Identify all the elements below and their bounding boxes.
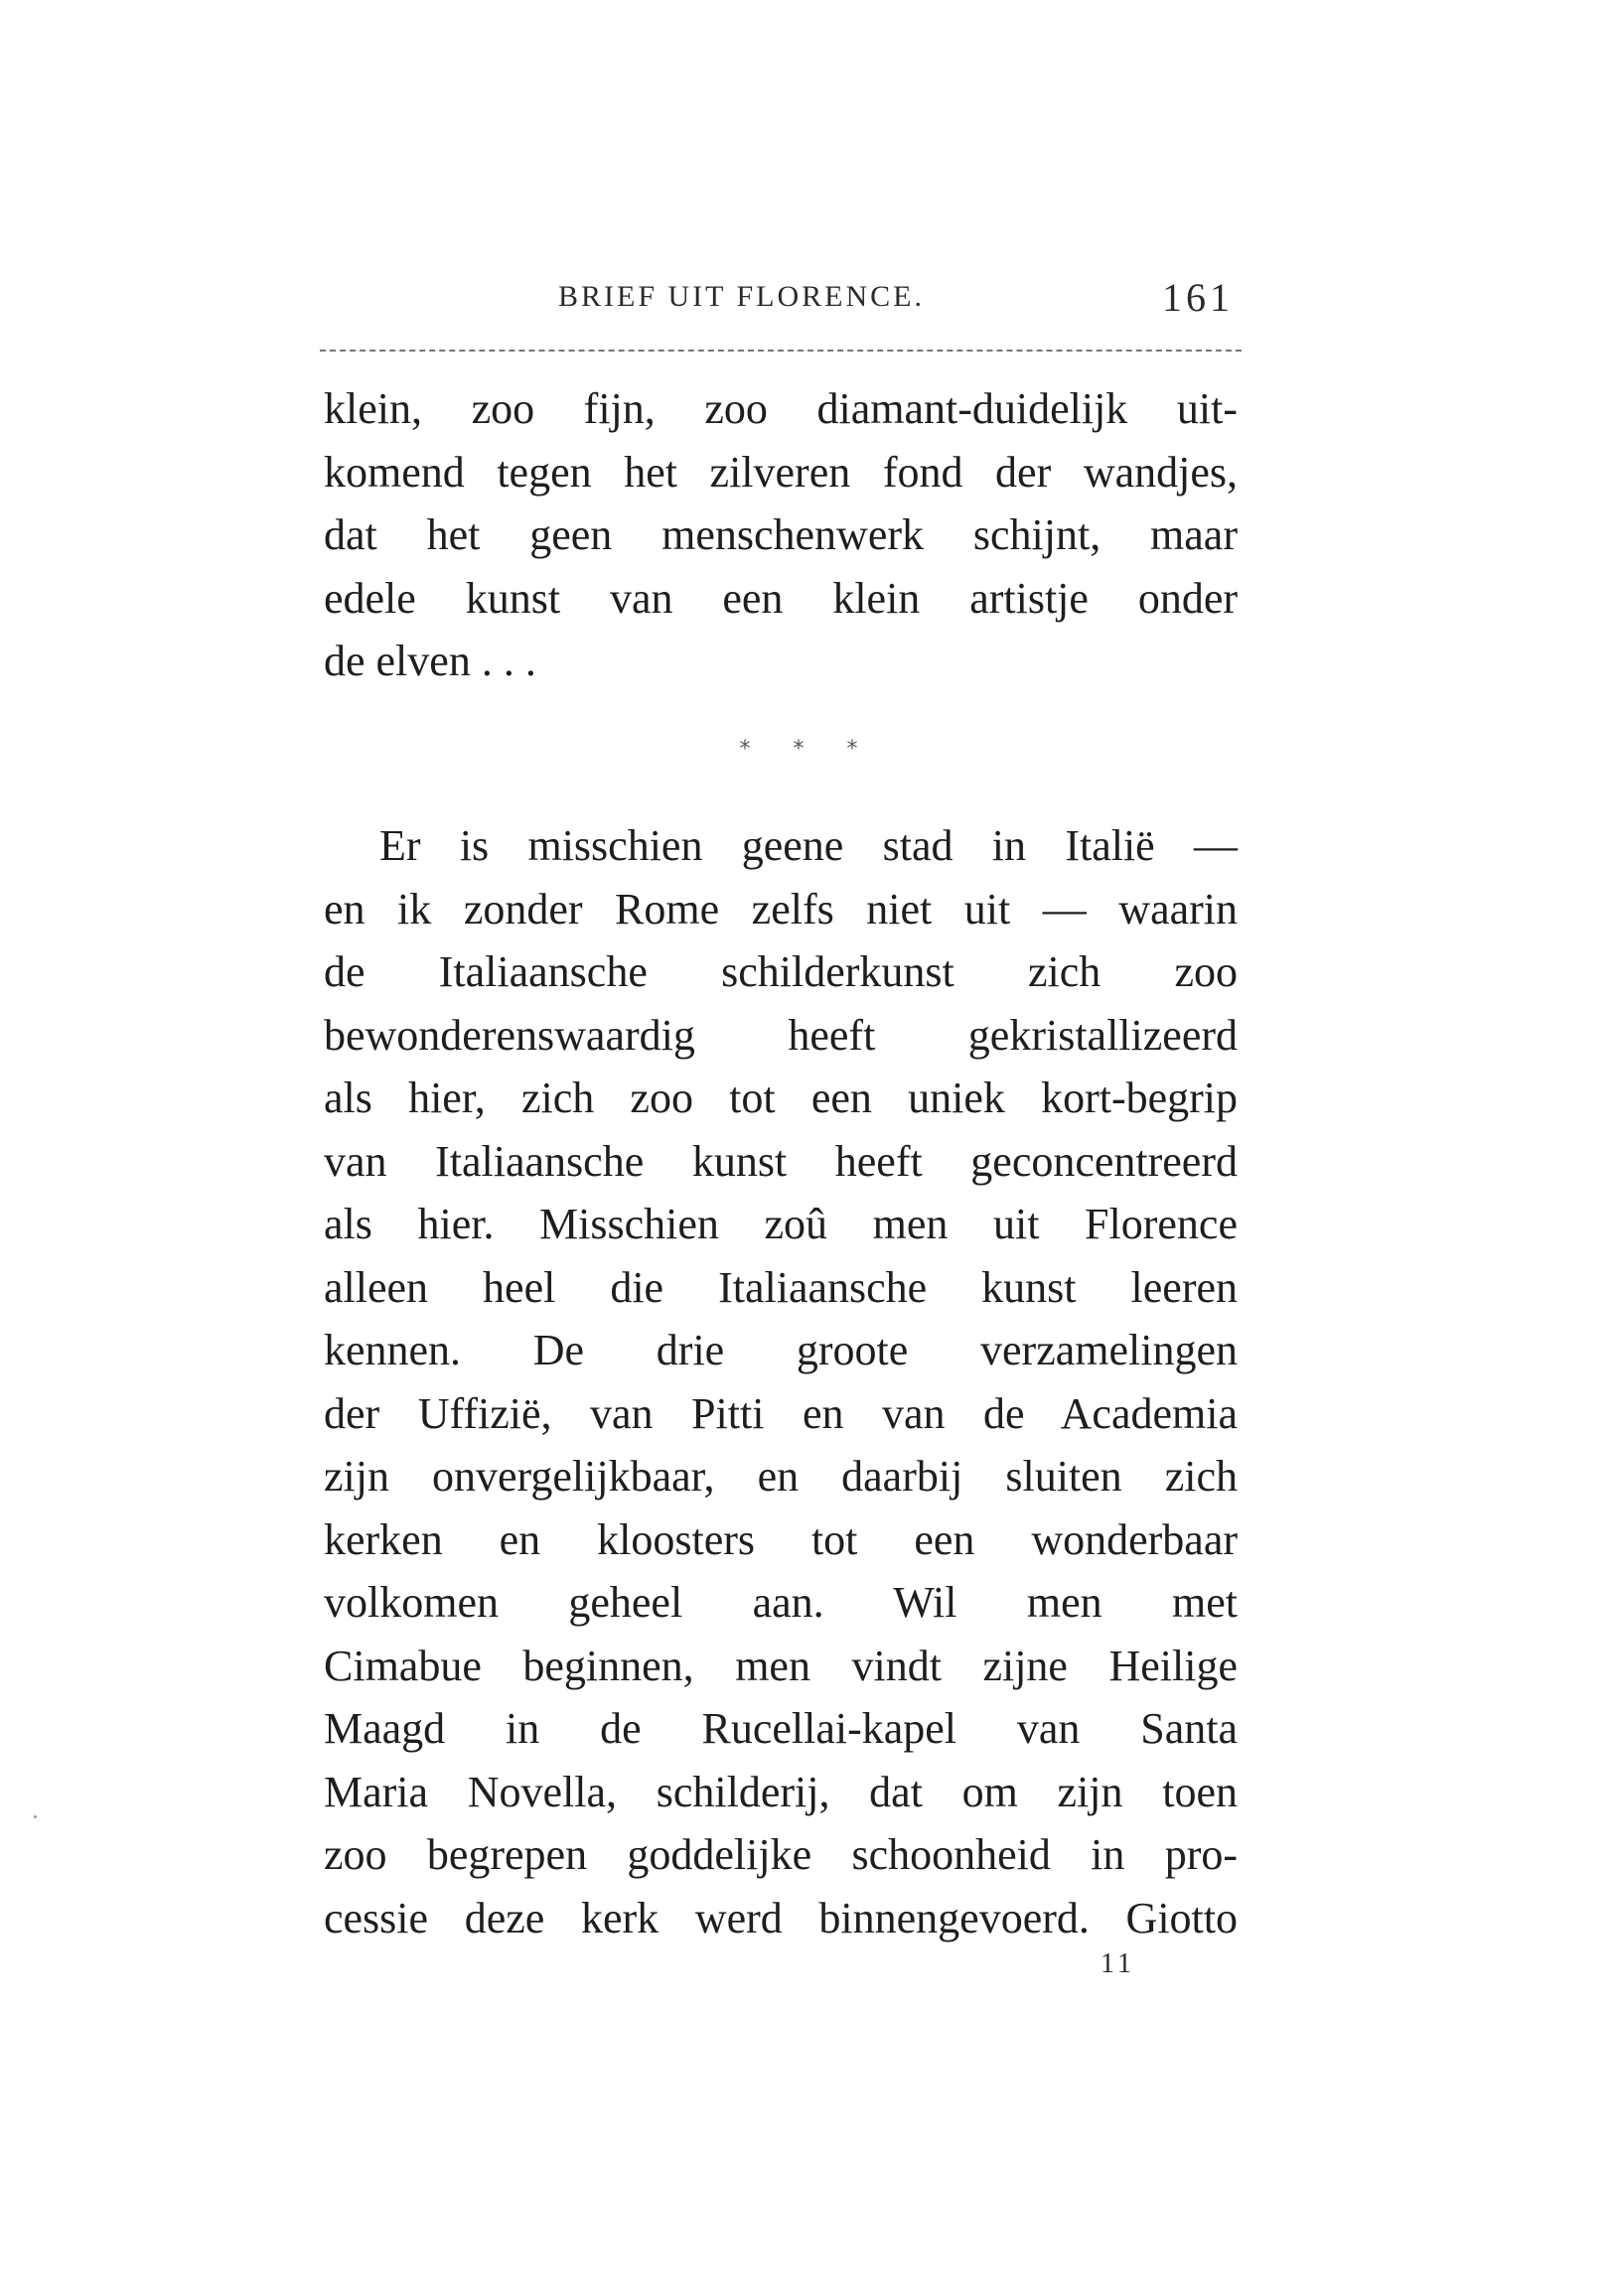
text-line: van Italiaansche kunst heeft geconcentreerd [324, 1136, 1238, 1186]
text-line: als hier. Misschien zoû men uit Florence [324, 1200, 1238, 1248]
text-line: Er is misschien geene stad in Italië — [379, 821, 1238, 870]
text-line: cessie deze kerk werd binnengevoerd. Giotto [324, 1893, 1238, 1942]
text-line: de Italiaansche schilderkunst zich zoo [324, 947, 1238, 996]
text-line: dat het geen menschenwerk schijnt, maar [324, 510, 1238, 559]
text-line: bewonderenswaardig heeft gekristallizeerd [324, 1010, 1238, 1060]
text-line: alleen heel die Italiaansche kunst leeren [324, 1262, 1238, 1312]
margin-speck [34, 1815, 37, 1818]
section-separator-asterisks: * * * [739, 737, 876, 762]
paragraph-new-section [324, 814, 1238, 1949]
header-rule [320, 350, 1242, 352]
text-line: volkomen geheel aan. Wil men met [324, 1578, 1238, 1627]
text-line: Cimabue beginnen, men vindt zijne Heilige [324, 1641, 1238, 1690]
text-line: klein, zoo fijn, zoo diamant-duidelijk uit- [324, 384, 1238, 433]
text-line: kerken en kloosters tot een wonderbaar [324, 1514, 1238, 1564]
paragraph-continued [324, 377, 1238, 693]
signature-mark: 11 [1101, 1948, 1135, 1979]
text-line: kennen. De drie groote verzamelingen [324, 1326, 1238, 1374]
text-line: zoo begrepen goddelijke schoonheid in pro- [324, 1830, 1238, 1879]
text-line: de elven . . . [324, 637, 536, 685]
running-head-title: BRIEF UIT FLORENCE. [558, 280, 925, 313]
text-line: der Uffizië, van Pitti en van de Academia [324, 1388, 1238, 1438]
text-line: Maagd in de Rucellai-kapel van Santa [324, 1704, 1238, 1753]
running-head [324, 275, 1238, 326]
text-line: Maria Novella, schilderij, dat om zijn toen [324, 1767, 1238, 1816]
text-line: komend tegen het zilveren fond der wandjes, [324, 447, 1238, 497]
text-line: edele kunst van een klein artistje onder [324, 573, 1238, 623]
text-line: en ik zonder Rome zelfs niet uit — waarin [324, 884, 1238, 933]
page-number: 161 [1162, 275, 1234, 320]
text-line: als hier, zich zoo tot een uniek kort-begrip [324, 1074, 1238, 1122]
text-line: zijn onvergelijkbaar, en daarbij sluiten zich [324, 1452, 1238, 1501]
